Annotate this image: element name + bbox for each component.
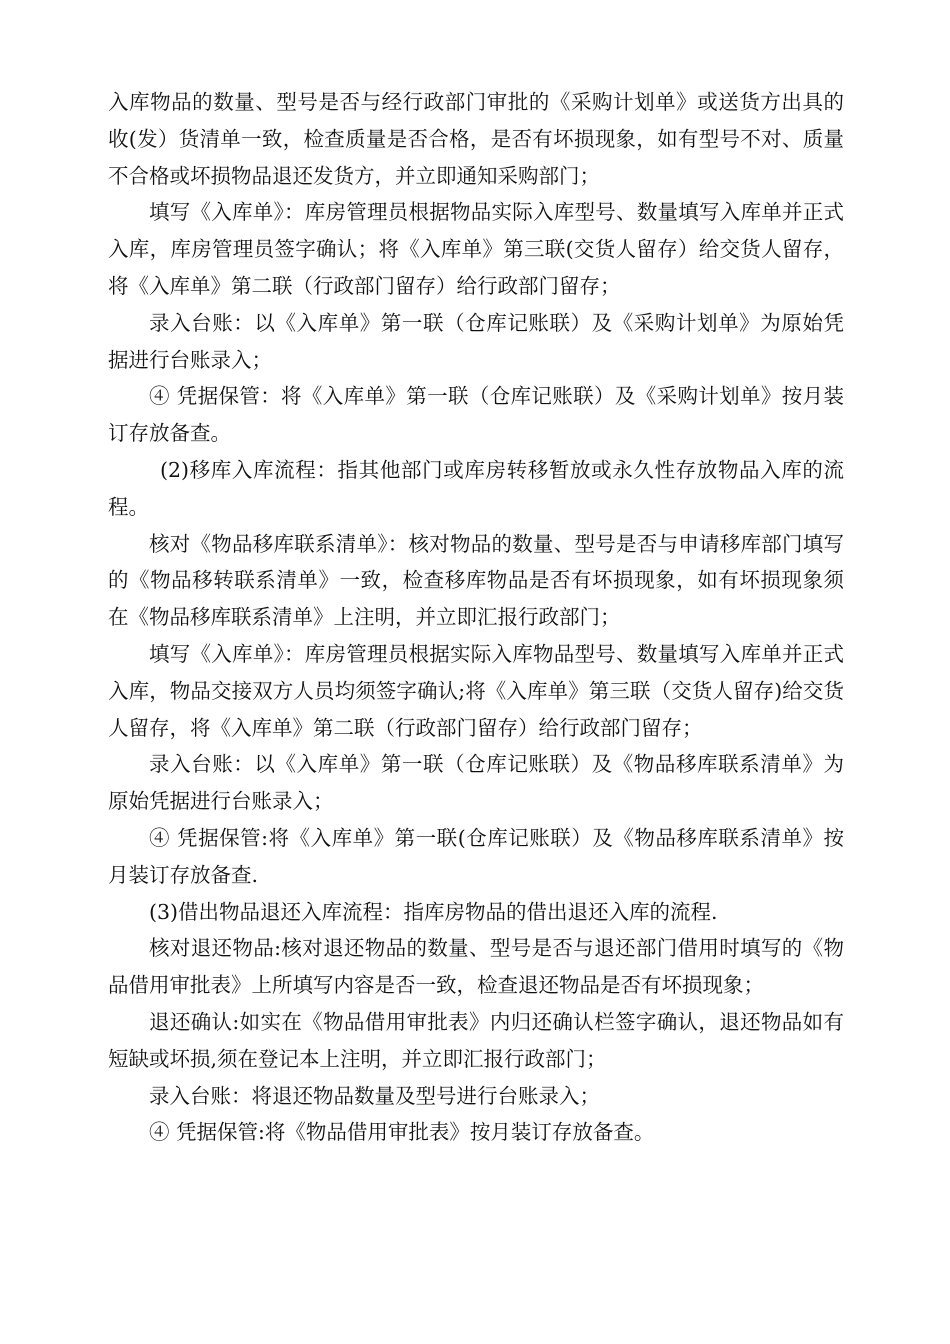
paragraph-fill-receipt: 填写《入库单》：库房管理员根据物品实际入库型号、数量填写入库单并正式入库，库房管理员签字确认；将《入库单》第三联(交货人留存）给交货人留存，将《入库单》第二联（行政部门留存）给行政部门留存； xyxy=(108,200,844,298)
paragraph-check-transfer-list: 核对《物品移库联系清单》：核对物品的数量、型号是否与申请移库部门填写的《物品移转联系清单》一致，检查移库物品是否有坏损现象，如有坏损现象须在《物品移库联系清单》上注明，并立即汇报行政部门； xyxy=(108,531,844,630)
paragraph-return-confirmation: 退还确认:如实在《物品借用审批表》内归还确认栏签字确认，退还物品如有短缺或坏损,须在登记本上注明，并立即汇报行政部门； xyxy=(108,1009,844,1071)
document-page xyxy=(108,84,844,1151)
paragraph-ledger-entry-return: 录入台账：将退还物品数量及型号进行台账录入； xyxy=(149,1083,600,1108)
paragraph-voucher-storage-transfer: ④ 凭据保管:将《入库单》第一联(仓库记账联）及《物品移库联系清单》按月装订存放备查. xyxy=(108,825,844,887)
section-heading-return: (3)借出物品退还入库流程：指库房物品的借出退还入库的流程. xyxy=(149,899,718,924)
paragraph-voucher-storage-return: ④ 凭据保管:将《物品借用审批表》按月装订存放备查。 xyxy=(149,1120,655,1145)
section-heading-transfer: (2)移库入库流程：指其他部门或库房转移暂放或永久性存放物品入库的流程。 xyxy=(108,457,844,519)
paragraph-fill-receipt-transfer: 填写《入库单》：库房管理员根据实际入库物品型号、数量填写入库单并正式入库，物品交接双方人员均须签字确认;将《入库单》第三联（交货人留存)给交货人留存，将《入库单》第二联（行政部门留存）给行政部门留存； xyxy=(108,641,844,740)
paragraph-ledger-entry: 录入台账：以《入库单》第一联（仓库记账联）及《采购计划单》为原始凭据进行台账录入； xyxy=(108,310,844,372)
paragraph-continuation: 入库物品的数量、型号是否与经行政部门审批的《采购计划单》或送货方出具的收(发）货清单一致，检查质量是否合格，是否有坏损现象，如有型号不对、质量不合格或坏损物品退还发货方，并立即通知采购部门； xyxy=(108,90,844,188)
paragraph-check-returned-items: 核对退还物品:核对退还物品的数量、型号是否与退还部门借用时填写的《物品借用审批表》上所填写内容是否一致，检查退还物品是否有坏损现象； xyxy=(108,936,844,998)
paragraph-voucher-storage: ④ 凭据保管：将《入库单》第一联（仓库记账联）及《采购计划单》按月装订存放备查。 xyxy=(108,384,844,446)
paragraph-ledger-entry-transfer: 录入台账：以《入库单》第一联（仓库记账联）及《物品移库联系清单》为原始凭据进行台账录入； xyxy=(108,752,844,814)
